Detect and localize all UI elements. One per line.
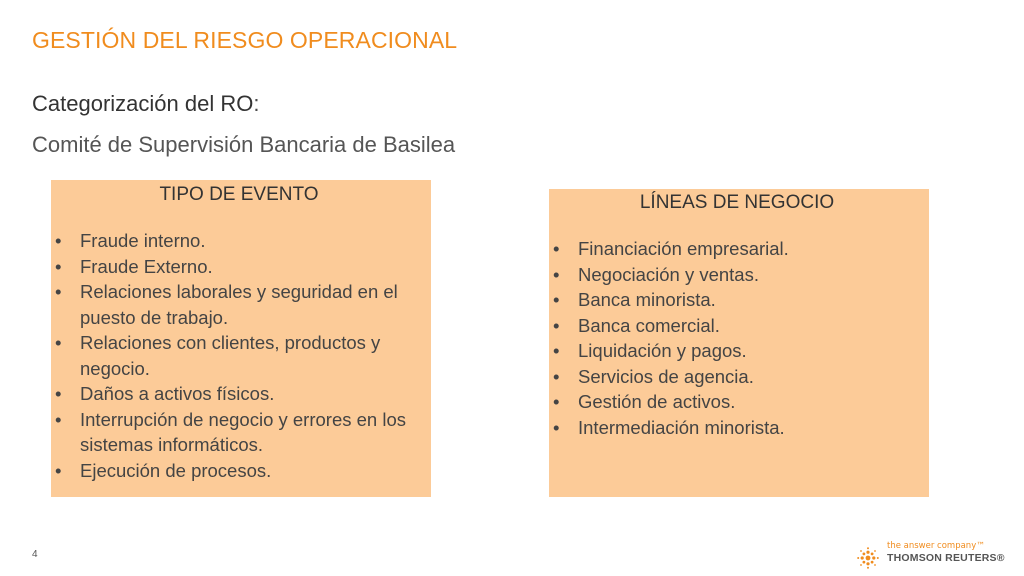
bullet-icon: • <box>553 238 560 259</box>
bullet-icon: • <box>55 383 62 404</box>
business-lines-heading: LÍNEAS DE NEGOCIO <box>639 192 835 213</box>
list-item-text: Intermediación minorista. <box>578 416 785 438</box>
business-lines-list <box>549 236 925 440</box>
bullet-icon: • <box>55 255 62 277</box>
bullet-icon: • <box>553 314 560 336</box>
bullet-icon: • <box>553 289 560 310</box>
list-item-text: Financiación empresarial. <box>578 238 789 259</box>
list-item <box>51 407 427 458</box>
list-item <box>51 330 427 381</box>
bullet-icon: • <box>553 416 560 438</box>
logo-wordmark: THOMSON REUTERS® <box>887 552 1005 564</box>
list-item-text: Banca minorista. <box>578 289 716 310</box>
list-item-text: Fraude interno. <box>80 230 206 251</box>
list-item <box>51 381 427 407</box>
list-item <box>549 389 925 415</box>
event-types-box <box>51 180 431 497</box>
list-item-text: Liquidación y pagos. <box>578 340 747 361</box>
list-item <box>549 262 925 288</box>
list-item <box>549 415 925 441</box>
list-item <box>51 279 427 330</box>
subtitle-categorization <box>32 91 259 117</box>
bullet-icon: • <box>55 332 62 353</box>
bullet-icon: • <box>553 365 560 387</box>
list-item-text: Gestión de activos. <box>578 391 736 412</box>
list-item-text: Interrupción de negocio y errores en los sistemas informáticos. <box>80 408 406 455</box>
business-lines-box <box>549 189 929 497</box>
logo-mark-icon <box>857 547 879 569</box>
list-item <box>51 458 427 484</box>
thomson-reuters-logo <box>857 541 1007 571</box>
bullet-icon: • <box>553 263 560 285</box>
list-item <box>549 236 925 262</box>
list-item <box>549 338 925 364</box>
bullet-icon: • <box>553 340 560 361</box>
event-types-list <box>51 228 427 483</box>
bullet-icon: • <box>55 230 62 251</box>
logo-tagline: the answer company™ <box>887 541 985 551</box>
list-item-text: Servicios de agencia. <box>578 365 754 387</box>
list-item <box>549 364 925 390</box>
bullet-icon: • <box>55 459 62 481</box>
page-number: 4 <box>32 549 38 560</box>
subtitle-colon: : <box>253 91 260 116</box>
list-item-text: Negociación y ventas. <box>578 263 759 285</box>
list-item-text: Daños a activos físicos. <box>80 383 275 404</box>
bullet-icon: • <box>55 408 62 430</box>
slide-title: GESTIÓN DEL RIESGO OPERACIONAL <box>32 27 458 53</box>
bullet-icon: • <box>55 281 62 302</box>
list-item <box>51 254 427 280</box>
list-item <box>549 313 925 339</box>
list-item <box>549 287 925 313</box>
bullet-icon: • <box>553 391 560 412</box>
list-item-text: Banca comercial. <box>578 314 720 336</box>
subtitle-basel-committee: Comité de Supervisión Bancaria de Basilea <box>32 132 456 157</box>
subtitle-main-text: Categorización del RO <box>32 91 254 116</box>
list-item-text: Fraude Externo. <box>80 255 213 277</box>
event-types-heading: TIPO DE EVENTO <box>159 184 319 205</box>
list-item-text: Relaciones laborales y seguridad en el puesto de trabajo. <box>80 281 398 328</box>
list-item-text: Relaciones con clientes, productos y negocio. <box>80 332 381 379</box>
list-item <box>51 228 427 254</box>
list-item-text: Ejecución de procesos. <box>80 459 272 481</box>
